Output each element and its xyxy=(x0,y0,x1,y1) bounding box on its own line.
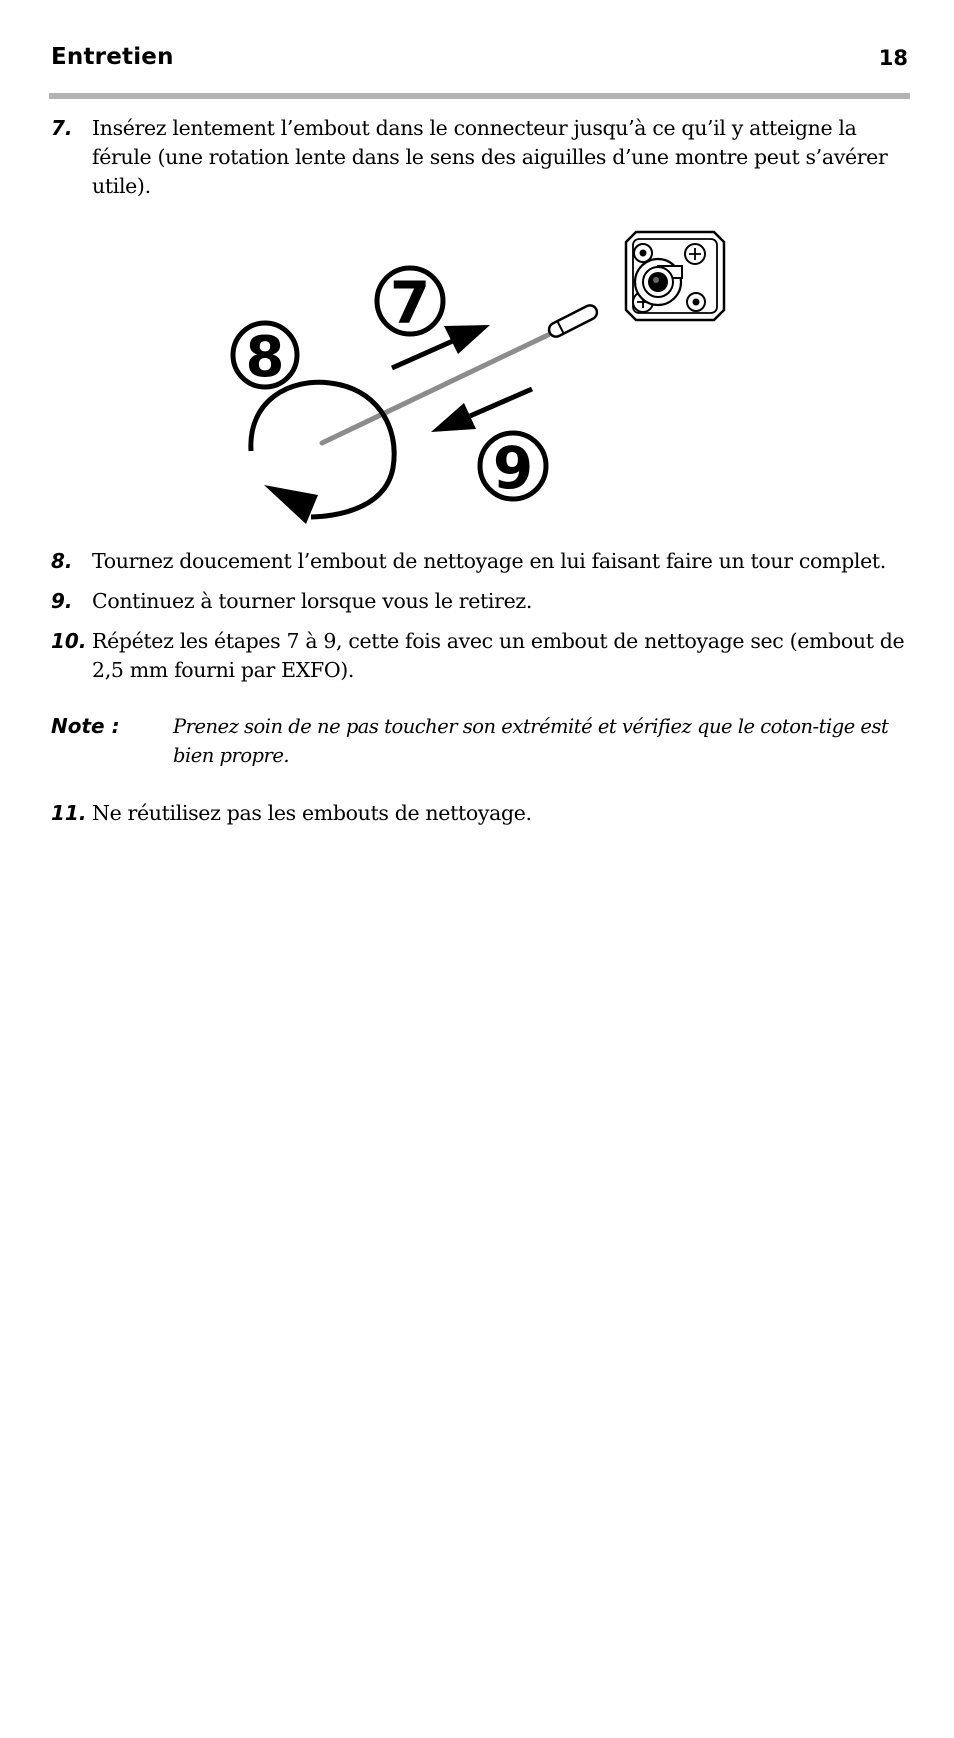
withdraw-arrow xyxy=(431,389,532,432)
step-number: 9. xyxy=(51,589,73,613)
cleaning-tip xyxy=(547,303,600,339)
step-number: 8. xyxy=(51,549,73,573)
step-text: Insérez lentement l’embout dans le connecteur jusqu’à ce qu’il y atteigne la férule (une rotation lente dans le sens des aiguilles d’une montre peut s’avérer utile). xyxy=(92,116,888,198)
cleaning-illustration xyxy=(220,225,740,535)
callout-7 xyxy=(377,268,443,337)
step-7 xyxy=(51,114,911,201)
callout-7-label: 7 xyxy=(389,269,431,337)
cleaning-diagram-svg xyxy=(220,225,740,535)
callout-9 xyxy=(480,433,546,502)
page-header xyxy=(51,44,908,78)
step-9 xyxy=(51,587,911,616)
step-number: 11. xyxy=(51,801,87,825)
step-11 xyxy=(51,799,911,828)
note-label: Note : xyxy=(51,714,120,738)
step-text: Tournez doucement l’embout de nettoyage en lui faisant faire un tour complet. xyxy=(92,549,886,573)
step-text: Ne réutilisez pas les embouts de nettoyage. xyxy=(92,801,532,825)
callout-9-label: 9 xyxy=(492,434,534,502)
fiber-connector xyxy=(626,232,724,320)
note-block xyxy=(51,712,911,770)
section-title: Entretien xyxy=(51,44,174,70)
step-8 xyxy=(51,547,911,576)
step-number: 7. xyxy=(51,116,73,140)
callout-8 xyxy=(233,323,297,390)
step-10 xyxy=(51,627,911,685)
step-text: Répétez les étapes 7 à 9, cette fois avec un embout de nettoyage sec (embout de 2,5 mm fourni par EXFO). xyxy=(92,629,905,682)
step-number: 10. xyxy=(51,629,87,653)
header-divider xyxy=(49,93,910,99)
callout-8-label: 8 xyxy=(245,325,285,390)
rotation-arrow xyxy=(251,382,394,524)
page-number: 18 xyxy=(878,46,908,70)
step-text: Continuez à tourner lorsque vous le retirez. xyxy=(92,589,532,613)
note-text: Prenez soin de ne pas toucher son extrémité et vérifiez que le coton-tige est bien propre. xyxy=(173,715,889,767)
